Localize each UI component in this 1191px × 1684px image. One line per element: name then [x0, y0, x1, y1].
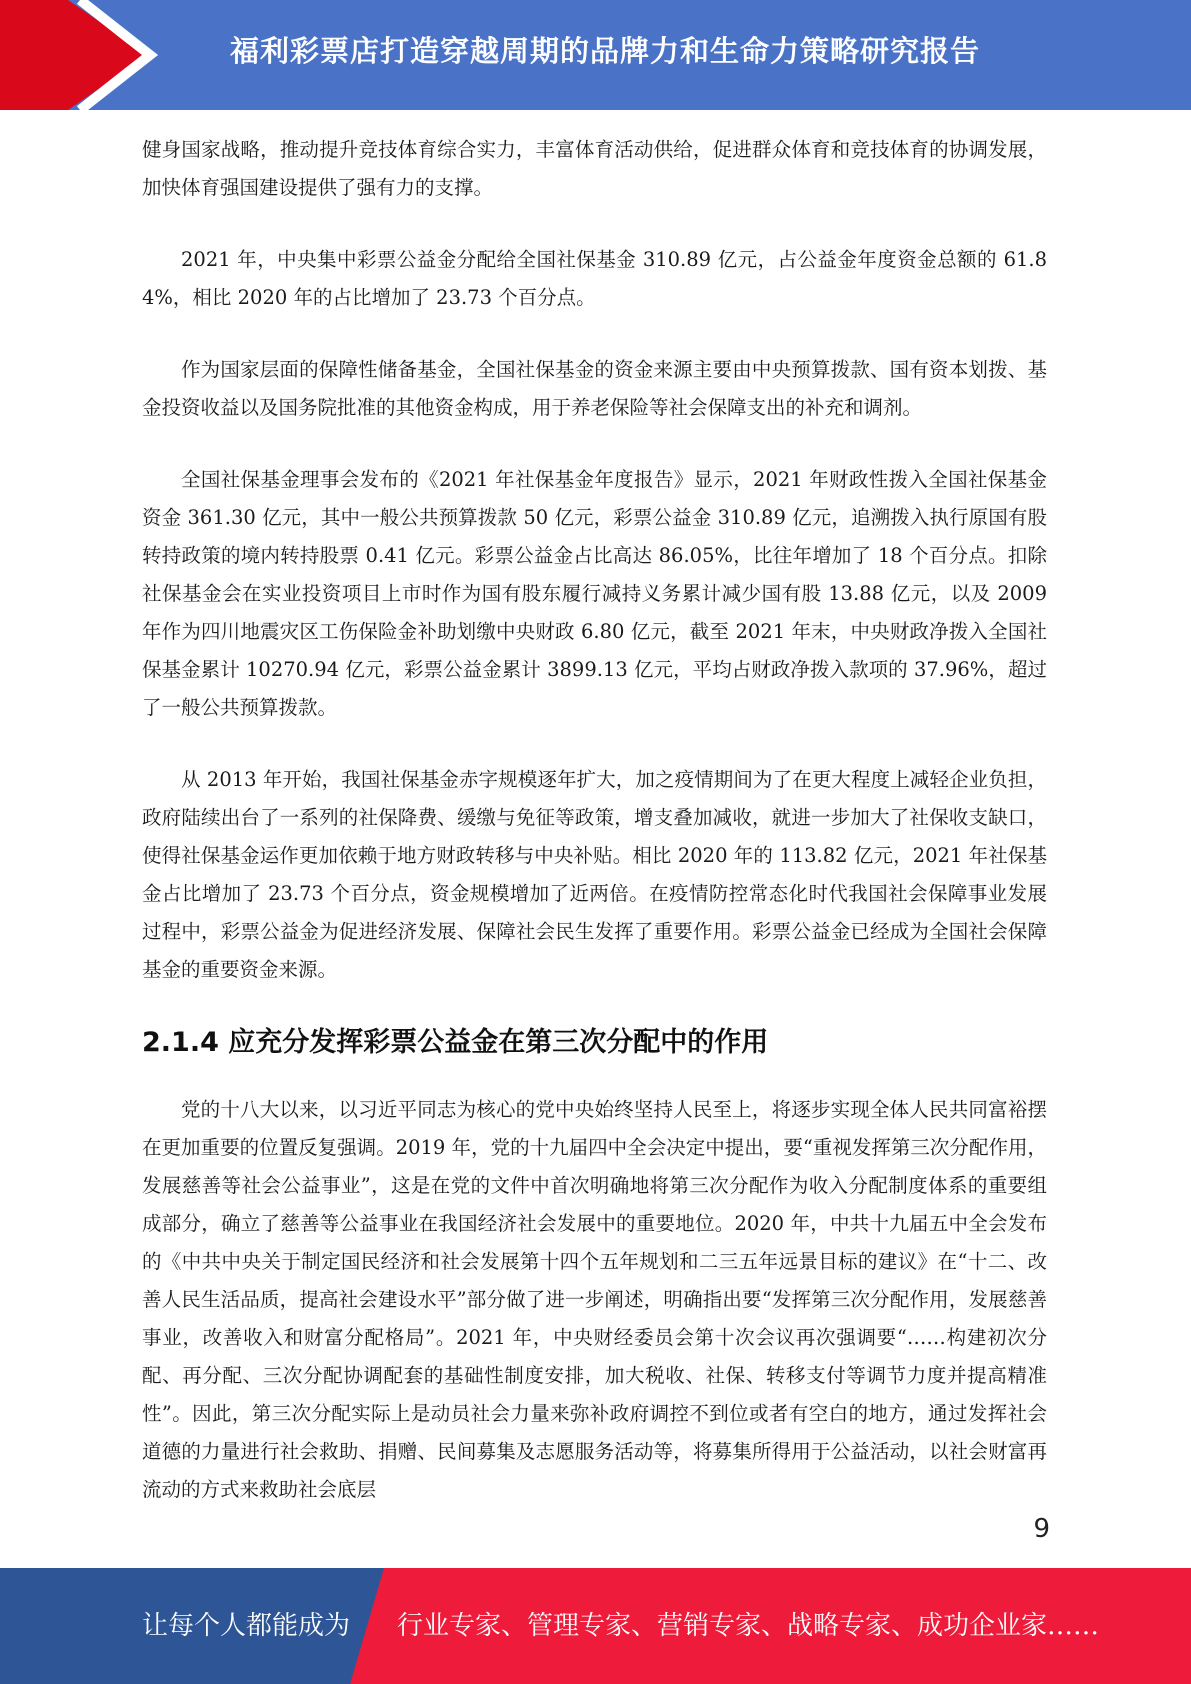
- paragraph: 党的十八大以来，以习近平同志为核心的党中央始终坚持人民至上，将逐步实现全体人民共同富裕摆在更加重要的位置反复强调。2019 年，党的十九届四中全会决定中提出，要“重视发挥第三次分配作用，发展慈善等社会公益事业”，这是在党的文件中首次明确地将第三次分配作为收入分配制度体系的重要组成部分，确立了慈善等公益事业在我国经济社会发展中的重要地位。2020 年，中共十九届五中全会发布的《中共中央关于制定国民经济和社会发展第十四个五年规划和二三五年远景目标的建议》在“十二、改善人民生活品质，提高社会建设水平”部分做了进一步阐述，明确指出要“发挥第三次分配作用，发展慈善事业，改善收入和财富分配格局”。2021 年，中央财经委员会第十次会议再次强调要“……构建初次分配、再分配、三次分配协调配套的基础性制度安排，加大税收、社保、转移支付等调节力度并提高精准性”。因此，第三次分配实际上是动员社会力量来弥补政府调控不到位或者有空白的地方，通过发挥社会道德的力量进行社会救助、捐赠、民间募集及志愿服务活动等，将募集所得用于公益活动，以社会财富再流动的方式来救助社会底层: [142, 1098, 1047, 1501]
- footer-slogan-right: 行业专家、管理专家、营销专家、战略专家、成功企业家……: [397, 1611, 1100, 1641]
- section-heading: 2.1.4 应充分发挥彩票公益金在第三次分配中的作用: [142, 1027, 769, 1058]
- page-number: 9: [1033, 1514, 1050, 1544]
- paragraph: 2021 年，中央集中彩票公益金分配给全国社保基金 310.89 亿元，占公益金年度资金总额的 61.84%，相比 2020 年的占比增加了 23.73 个百分点。: [142, 248, 1047, 309]
- footer-slogan-left: 让每个人都能成为: [142, 1611, 351, 1641]
- paragraph-continued: 健身国家战略，推动提升竞技体育综合实力，丰富体育活动供给，促进群众体育和竞技体育的协调发展，加快体育强国建设提供了强有力的支撑。: [142, 138, 1047, 199]
- page-footer: [0, 1568, 1191, 1684]
- page-header: [0, 0, 1191, 110]
- report-title: 福利彩票店打造穿越周期的品牌力和生命力策略研究报告: [230, 34, 981, 68]
- paragraph: 从 2013 年开始，我国社保基金赤字规模逐年扩大，加之疫情期间为了在更大程度上减轻企业负担，政府陆续出台了一系列的社保降费、缓缴与免征等政策，增支叠加减收，就进一步加大了社保收支缺口，使得社保基金运作更加依赖于地方财政转移与中央补贴。相比 2020 年的 113.82 亿元，2021 年社保基金占比增加了 23.73 个百分点，资金规模增加了近两倍。在疫情防控常态化时代我国社会保障事业发展过程中，彩票公益金为促进经济发展、保障社会民生发挥了重要作用。彩票公益金已经成为全国社会保障基金的重要资金来源。: [142, 768, 1047, 981]
- main-content: [142, 131, 1047, 1543]
- paragraph: 全国社保基金理事会发布的《2021 年社保基金年度报告》显示，2021 年财政性拨入全国社保基金资金 361.30 亿元，其中一般公共预算拨款 50 亿元，彩票公益金 310.89 亿元，追溯拨入执行原国有股转持政策的境内转持股票 0.41 亿元。彩票公益金占比高达 86.05%，比往年增加了 18 个百分点。扣除社保基金会在实业投资项目上市时作为国有股东履行减持义务累计减少国有股 13.88 亿元，以及 2009 年作为四川地震灾区工伤保险金补助划缴中央财政 6.80 亿元，截至 2021 年末，中央财政净拨入全国社保基金累计 10270.94 亿元，彩票公益金累计 3899.13 亿元，平均占财政净拨入款项的 37.96%，超过了一般公共预算拨款。: [142, 468, 1047, 719]
- paragraph: 作为国家层面的保障性储备基金，全国社保基金的资金来源主要由中央预算拨款、国有资本划拨、基金投资收益以及国务院批准的其他资金构成，用于养老保险等社会保障支出的补充和调剂。: [142, 358, 1047, 419]
